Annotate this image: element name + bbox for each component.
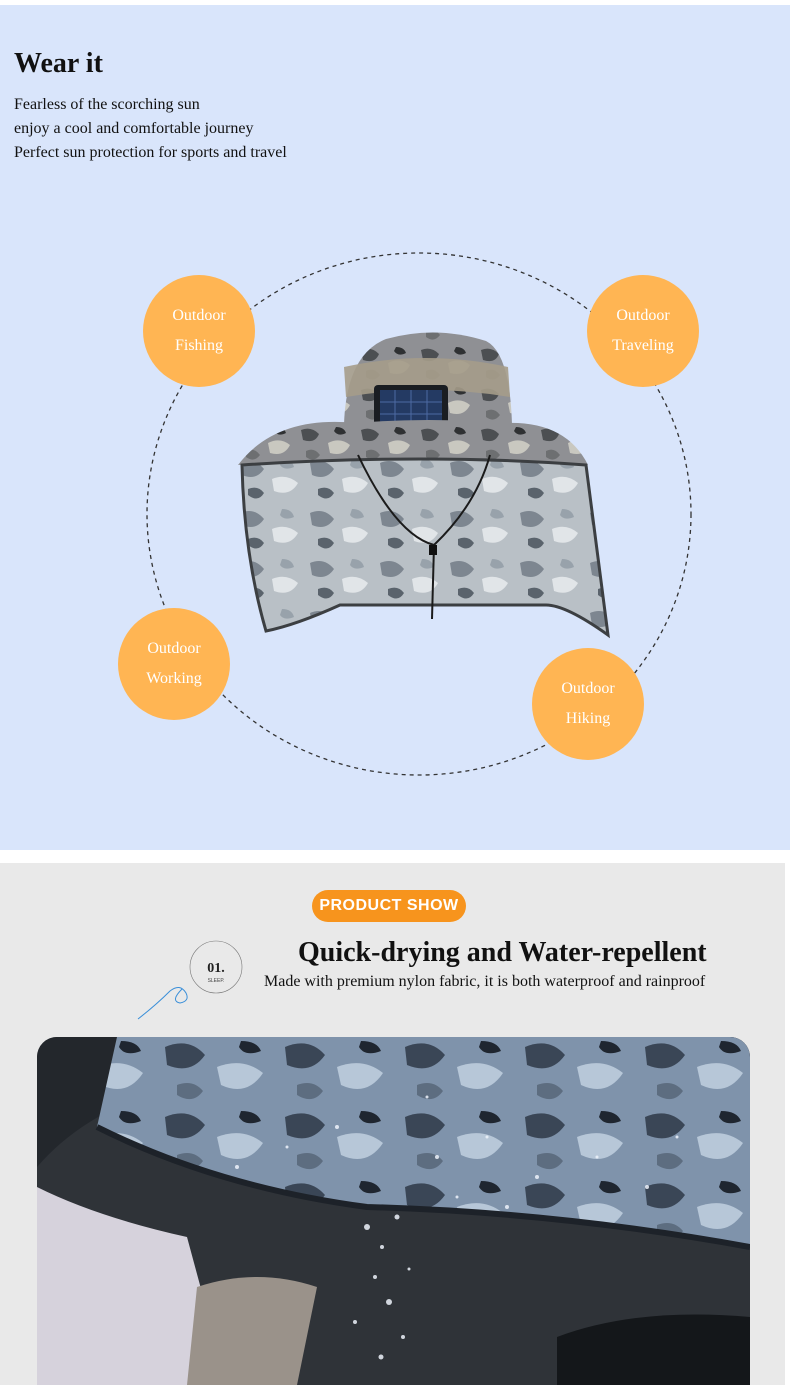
- bubble-outdoor-traveling: [587, 275, 699, 387]
- bubble-line2: Fishing: [174, 337, 223, 354]
- wear-it-title: Wear it: [14, 48, 103, 79]
- bubble-outdoor-hiking: [532, 648, 644, 760]
- water-drops-hat-image: [37, 1037, 750, 1385]
- badge-word: SLEEP.: [207, 978, 225, 984]
- product-show-subtitle: Made with premium nylon fabric, it is both waterproof and rainproof: [264, 973, 706, 990]
- bubble-line1: Outdoor: [561, 680, 615, 697]
- product-show-section: [0, 863, 785, 1385]
- product-show-title: Quick-drying and Water-repellent: [298, 937, 707, 968]
- sun-hat-image: [236, 305, 616, 640]
- badge-number: 01.: [207, 961, 225, 976]
- bubble-line1: Outdoor: [147, 640, 201, 657]
- bubble-line2: Working: [146, 670, 202, 687]
- bubble-line2: Hiking: [565, 710, 611, 727]
- tagline-1: Fearless of the scorching sun: [14, 96, 200, 113]
- bubble-line2: Traveling: [612, 337, 674, 354]
- bubble-outdoor-working: [118, 608, 230, 720]
- bubble-line1: Outdoor: [616, 307, 670, 324]
- product-show-pill: [312, 890, 466, 922]
- product-show-label: PRODUCT SHOW: [319, 897, 459, 914]
- tagline-3: Perfect sun protection for sports and travel: [14, 144, 287, 161]
- tagline-2: enjoy a cool and comfortable journey: [14, 120, 254, 137]
- wear-it-section: [0, 5, 790, 850]
- sleep-badge-logo: [136, 935, 246, 1025]
- water-repellent-photo: [37, 1037, 750, 1385]
- bubble-outdoor-fishing: [143, 275, 255, 387]
- bubble-line1: Outdoor: [172, 307, 226, 324]
